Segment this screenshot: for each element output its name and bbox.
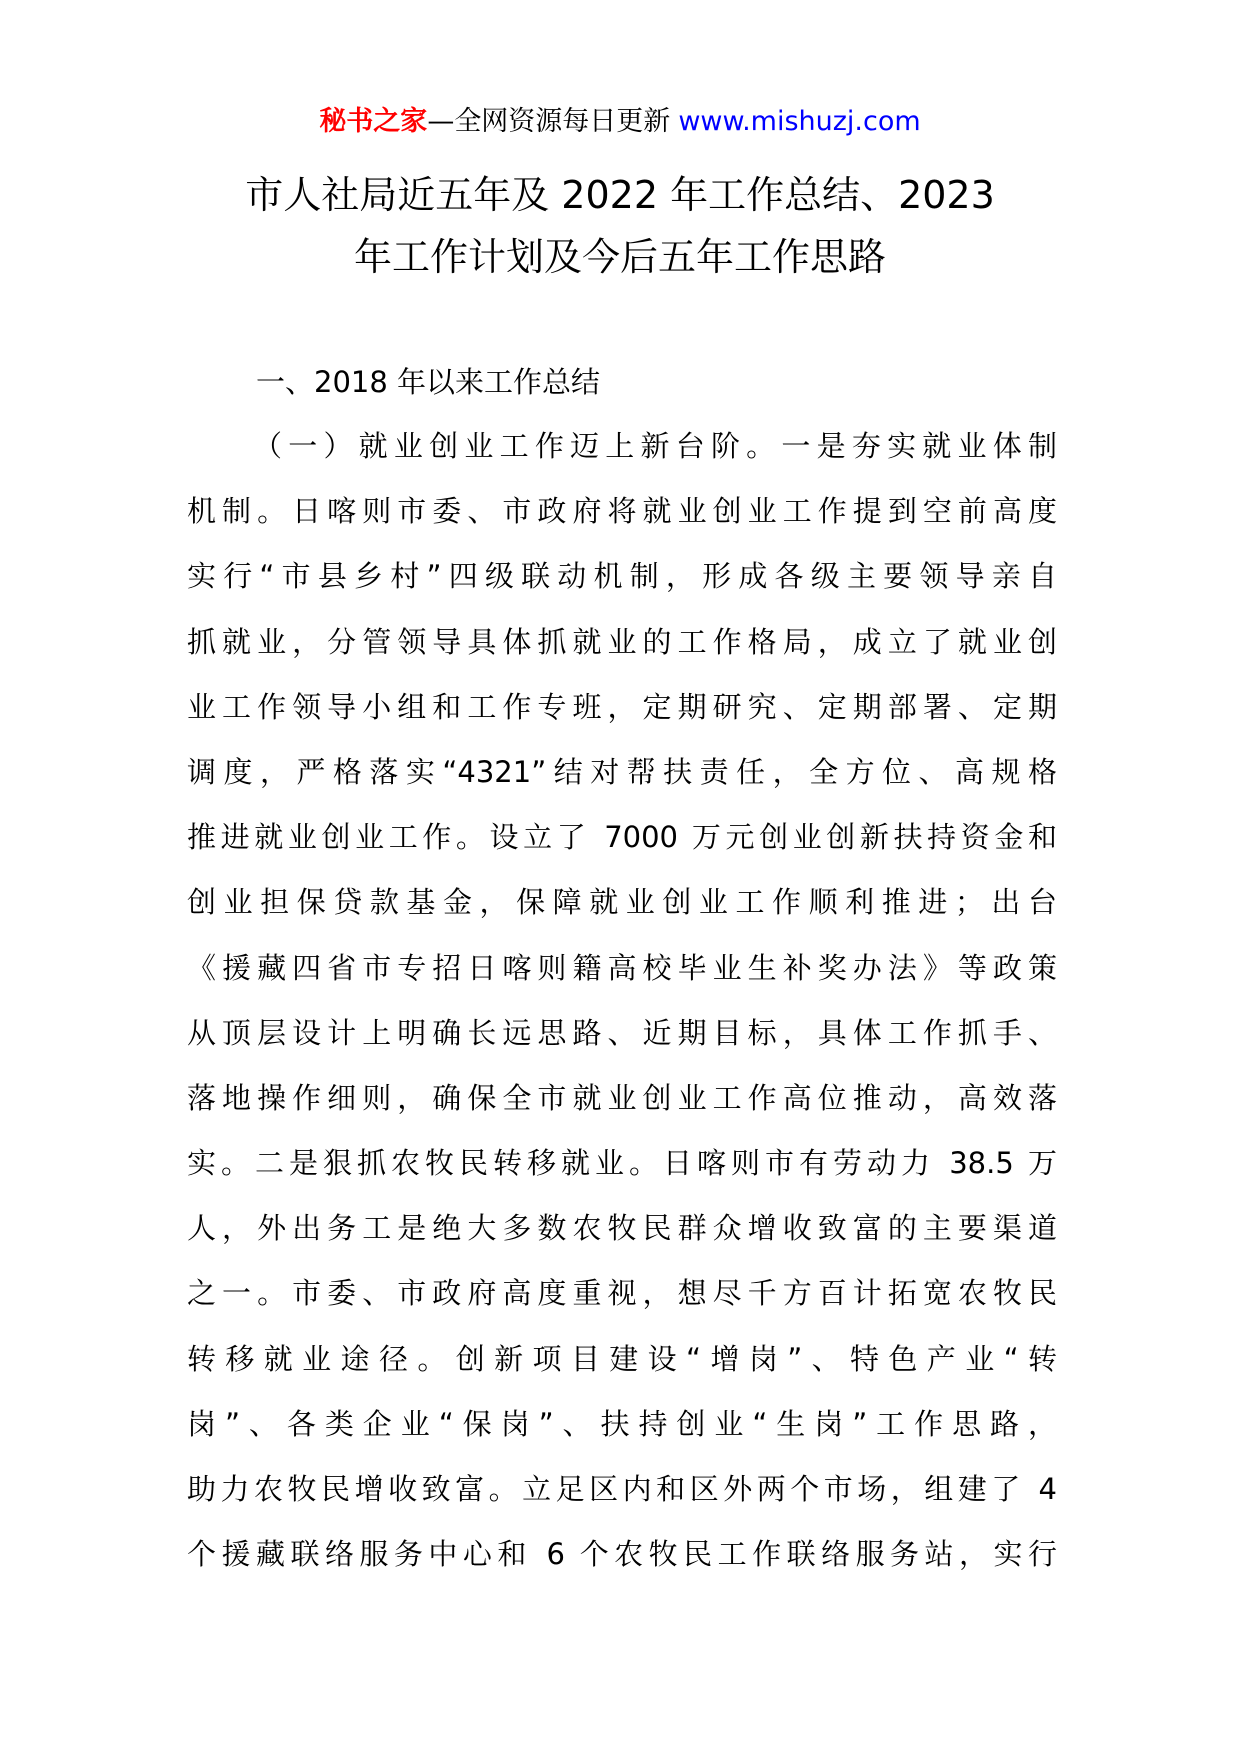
body-line: 实。二是狠抓农牧民转移就业。日喀则市有劳动力 38.5 万 (187, 1146, 1057, 1181)
body-line: 转移就业途径。创新项目建设“增岗”、特色产业“转 (187, 1341, 1057, 1376)
document-title (0, 164, 1240, 288)
body-line: 创业担保贷款基金，保障就业创业工作顺利推进；出台 (187, 885, 1057, 920)
body-line: 助力农牧民增收致富。立足区内和区外两个市场，组建了 4 (187, 1472, 1057, 1506)
site-header-banner (0, 104, 1240, 140)
body-line: 推进就业创业工作。设立了 7000 万元创业创新扶持资金和 (187, 820, 1057, 855)
title-line: 市人社局近五年及 2022 年工作总结、2023 (245, 173, 995, 217)
body-line: 之一。市委、市政府高度重视，想尽千方百计拓宽农牧民 (187, 1276, 1057, 1311)
body-paragraph (187, 426, 1057, 1599)
body-line: 调度，严格落实“4321”结对帮扶责任，全方位、高规格 (187, 754, 1057, 789)
body-line: 《援藏四省市专招日喀则籍高校毕业生补奖办法》等政策 (187, 950, 1057, 985)
body-line: 个援藏联络服务中心和 6 个农牧民工作联络服务站，实行 (187, 1537, 1057, 1572)
body-line: 人，外出务工是绝大多数农牧民群众增收致富的主要渠道 (187, 1211, 1057, 1246)
body-line: 机制。日喀则市委、市政府将就业创业工作提到空前高度 (187, 494, 1057, 529)
body-line: 岗”、各类企业“保岗”、扶持创业“生岗”工作思路， (187, 1406, 1057, 1441)
body-line: 业工作领导小组和工作专班，定期研究、定期部署、定期 (187, 689, 1057, 724)
title-line: 年工作计划及今后五年工作思路 (353, 235, 886, 279)
site-brand: 秘书之家 (319, 106, 428, 137)
body-line: 抓就业，分管领导具体抓就业的工作格局，成立了就业创 (187, 624, 1057, 659)
site-slogan: —全网资源每日更新 (427, 106, 671, 137)
body-line: 从顶层设计上明确长远思路、近期目标，具体工作抓手、 (187, 1015, 1057, 1050)
section-heading: 一、2018 年以来工作总结 (256, 365, 601, 399)
body-line: （一）就业创业工作迈上新台阶。一是夯实就业体制 (253, 429, 1057, 463)
body-line: 落地操作细则，确保全市就业创业工作高位推动，高效落 (187, 1080, 1057, 1115)
body-line: 实行“市县乡村”四级联动机制，形成各级主要领导亲自 (187, 559, 1057, 594)
site-url-link[interactable]: www.mishuzj.com (678, 106, 921, 137)
